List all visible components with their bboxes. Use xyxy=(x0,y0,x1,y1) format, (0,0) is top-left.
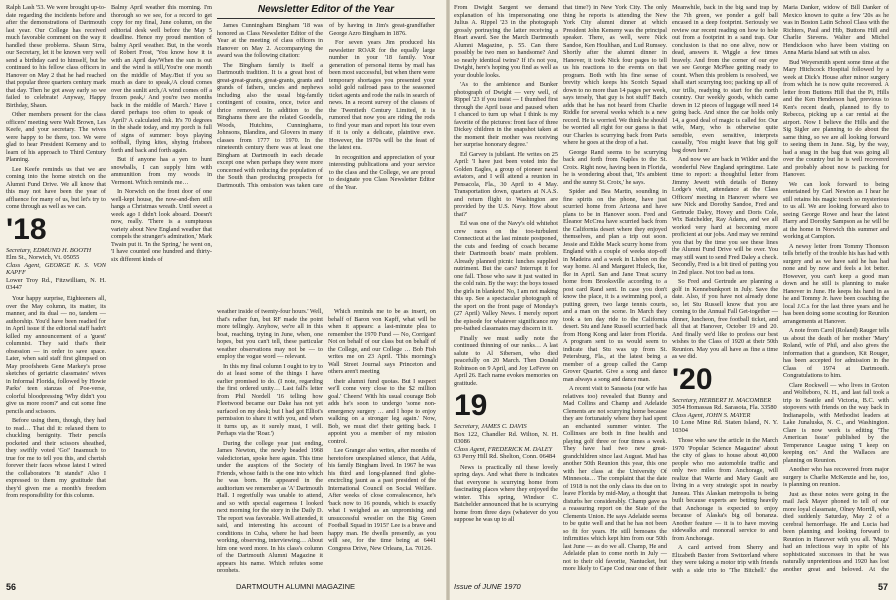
paragraph: A card arrived from Sherry and Elizabeth Baxter from Switzerland where they were taking a motor trip with friends with a side trip to 'The Bitchell,' the xyxy=(672,544,778,572)
secretary-line: Secretary, HERBERT H. MACOMBER xyxy=(672,396,772,404)
secretary-address: Elm St., Norwich, Vt. 05055 xyxy=(6,254,80,262)
left-footer xyxy=(6,580,436,594)
paragraph: A recent visit to Sarasota (our wife has relatives too) revealed that Bunny and Mad Collins and Champ and Adelaide Clements are not scurrying home because they are fortunately where they had spent an enchanted summer winter. The Collinses are both in fine health and playing golf three or four times a week. They have had two new great-grandchildren since last August. Mad has another 50th Reunion this year, this one with her class at the University Of Minnesota… The complaint that the date of 1918 is not the only class its due on to leave Florida by mid-May, a thought that disturbs her considerably. Champ gave us a reassuring report on the State of the Clements Union. He says Adelaide seems to be quite well and that he has not been so fit for years. He still bemoans the infirmities which kept him from our 50th last June — as do we all. Champ, He and Adelaide plan to come north in July — not to their old favorite, Nantucket, but more likely to Cape Cod near one of their xyxy=(563,385,667,572)
paragraph: Other members present for the class officers' meeting were Walt Brown, Les Keefe, and your secretary. The wives were happy to be there, too. We were glad to hear President Kemeny and to learn of his approach to Third Century Planning. xyxy=(6,111,106,163)
left-page-number: 56 xyxy=(6,582,17,592)
paragraph: During the college year just ending, James Newton, the newly beaded 1968 valedictorian, spoke here again. This time under the auspices of the Society of Friends, whose faith is the one into which he was born. He appeared in the auditorium we remember as 'A' Dartmouth Hall. I regretfully was unable to attend, and so with special eagerness I looked next morning for the story in the Daily D. The report was favorable. Well attended, it said, and interesting his account of conditions in Cuba, where he had been working, observing, interviewing… About him one word more. In his class's column of the Dartmouth Alumni Magazine it appears his name. Which refutes some prophets. xyxy=(217,439,323,572)
newsletter-editor-box xyxy=(217,4,435,304)
paragraph: From Dwight Sargent we demand explanation of his impersonating one Julius A. Rippel '23 in the photograph grossly portraying the latter receiving a Heart award. See the March Dartmouth Alumni Magazine, p. 55. Can there possibly be two men so handsome? And so nearly identical twins? If it's not you, Dwight, here's hoping you find as well as your double looks. xyxy=(454,4,558,79)
article-heading: Newsletter Editor of the Year xyxy=(257,4,395,15)
paragraph: Which reminds me to be as insert, on behalf of Baron von Kapff, what will be when it appears: a last-minute plea to remember the 1970 Fund — No, Corrigan! Not on behalf of our class but on behalf of the College, and our College … Bob Fish writes me on 23 April. 'This morning's Wall Street Journal says Princeton and others aren't meeting xyxy=(328,308,436,375)
agent-line: Class Agent, FREDERICK M. DALEY xyxy=(454,445,553,453)
paragraph: Those who saw the article in the March 1970 'Popular Science Magazine' about the city of glass to house about 40,000 people who mo automobile traffic and only two miles from Anchorage, will realize that Warrie and Mary Gault are living in a very strategic spot in nearby Juneau. This Alaskan metropolis is being built because experts are betting heavily that Anchorage is expected to enjoy because of Alaska's big oil bonanza. Another feature — it is to have moving sidewalks and monorail service to and from Anchorage. xyxy=(672,437,778,542)
column-1 xyxy=(6,4,106,572)
paragraph: A newsy letter from Tommy Thomson tells briefly of the trouble his has had with surgery and as we have said he has had none and by now and feels a lot better. However, you can't keep a good man down and he still is planning to make Hanover in June. He keeps his hand in as he and Tommy Jr. have been coaching the local J.C.s for the last three years and he has been doing some scouting for Reunion arrangements at Hanover. xyxy=(783,242,889,325)
secretary-address: 3054 Homassas Rd. Sarasota, Fla. 33580 xyxy=(672,404,777,412)
paragraph: Your happy surprise, Eighteeners all, over the May column, its matter, its manner, and its dual — no, tandem — authorship. You'd have been readied for in April issue if the editorial staff hadn't killed my announcement of a 'guest' columnist. They said that's their obsession — in order to save space. Later, when said staff first glimpsed on May proofsheets Gene Markey's prose sketches of geriatric classmates' wives in Informal Florida, followed by Howie Parks' teen stanzas of Poe-verse, colorful bloodpressing 'Why didn't you give us more room?' and cut some fine pencils and scissors. xyxy=(6,295,106,415)
paragraph: that time?) in New York City. The only thing he reports is attending the New York City alumni dinner at which President John Kemeny was the principal speaker. There, as well, were Nick Sandoe, Ken Houlihan, and Lud Rumsey. Shortly after the alumni dinner in Hanover, it took Nick four pages to tell us his reactions to the events on that program. Both with his fine sense of brevity which keeps his Scotch Squad down to no more than 14 pages per week, says tersely, 'that guy is hot stuff!' Batch adds that he has not heard from Charlie Riddle for several weeks which is a new record. He is worried. We think he should be worried all right for our guess is that our Charles is scurrying back from Paris where he goes at the drop of a hat. xyxy=(563,4,667,146)
paragraph: Lee Keefe reminds us that we are coming into the home stretch on the Alumni Fund Drive. We all know that this may not have been the year of affluence for many of us, but let's try to come through as well as we can. xyxy=(6,165,106,210)
secretary-address: Box 122, Chandler Rd. Wilton, N. H. 03086 xyxy=(454,430,558,446)
class-secretary-block xyxy=(454,423,558,461)
paragraph: Balmy April weather this morning. I'm thorough so we see, for a record to get copy for my final, June column, on the editorial desk well before the May 5 deadline. Hence my proud mention of balmy April weather. But, in the words of Robert Frost, 'You know how it is with an April day/When the sun is out and the wind is still,/You're one month on the middle of May./But if you so much as dare to speak,/A cloud comes over the sunlit arch,/A wind comes off a frozen peak,/ And you're two months back in the middle of March.' Have I dared perhaps too often to speak of April? A calculated risk. It's 70 degrees in the shade today, and my porch is full of signs of summer: boys playing softball, flying kites, shying frisbees forth and back and forth again. xyxy=(111,4,212,154)
paragraph: 'As to the ambience and Bunker photograph of Dwight — very well, of Rippel '23 if you insist — I thumbed first through the April issue and paused when I chanced to turn up what I think is my favorite of the pictures: front face of three Dickey children in the snapshot taken at the moment their mother was receiving her surprise honorary degree.' xyxy=(454,81,558,148)
secretary-line: Secretary, EDMUND H. BOOTH xyxy=(6,246,92,254)
paragraph: George Rand seems to be scurrying back and forth from Naples to the St. Croix. Right now, having been in Florida, he is wondering about that, 'It's ambient and the sunny St. Croix,' he says. xyxy=(563,148,667,186)
paragraph: their alumni fund quotas. But I suspect we'll come very close to the $2 million goal.' Cheers! With his usual courage Bob adds he's soon to undergo 'some non-emergency surgery … and I hope to enjoy walking on a stronger leg again.' Now, Bob, we must die! their getting back. I appoint you a member of my mission control. xyxy=(328,377,436,445)
right-page xyxy=(450,0,896,600)
paragraph: Finally we must sadly note the continued thinning of our ranks… A last salute to Al Sibersen, who died peacefully on 20 March. Then Donald Robinson on 9 April, and Joy LeFevre on April 26. Each name evokes memories on gratitude. xyxy=(454,334,558,387)
agent-address: Lower Troy Rd., Fitzwilliam, N. H. 03447 xyxy=(6,276,106,292)
column-4-lower xyxy=(328,308,436,572)
paragraph: Maria Danker, widow of Bill Danker of Mexico known to quite a few '20s as he was in Boston Latin School Class with the Richters, Paul and Hib, Buttons Hill and Charlie Stevens. Walter and Michel Hendickson who have been visiting on Anna Maria Island sat with us also. xyxy=(783,4,889,56)
paragraph: But if anyone has a yen to hunt snowballs, I can supply him with ammunition from my woods in Vermont. Which reminds me… xyxy=(111,156,212,186)
column-6 xyxy=(563,4,667,572)
paragraph: Ralph Lash '53. We were brought up-to-date regarding the incidents before and after the demonstrations of Dartmouth last year. Our College has received much favorable comment on the way it handled these problems. Shaun Sirra, our Secretary, let it be known very well send a birthday card to himself, but he continued to his fellow class officers in Hanover on May 2 that he had reached that popular three quarters century mark that day. Then he got away early so we failed to celebrate! Anyway, Happy Birthday, Shaun. xyxy=(6,4,106,109)
paragraph: And now we are back in Wilder and the wonderful New England springtime. Late time to report: a thoughtful letter from Jimmy Jewett with details of Bunny Lodge's visit, attendance at the Class Officers' meeting in Hanover where we saw Nick and Dorothy Sandoe, Fred and Gertrude Daley, Hovey and Doris Cole, Wix Batchelder, Ray Adams, and we all worked very hard at becoming more proficient at our jobs. And may we remind you that by the time you see these lines the Alumni Fund Drive will be over. You may still want to send Fred Daley a check. Secondly, Fred is a bit tired of putting you in 2nd place. Not too bad as tons. xyxy=(672,156,778,276)
paragraph: So Fred and Gertrude are planning a golf in Kennebunkport in July. Save the date. Also, if you have not already done so, let Stu Russell know that you are coming to the Annual Fall Get-together — dinner, luncheon, free football ticket, and all that at Hanover, October 19 and 20. And finally we'd like to profess our best wishes to the Class of 1920 at their 50th Reunion. May you all have as fine a time as we did. xyxy=(672,278,778,360)
paragraph: We can look forward to being entertained by Carl Newton as I hear he still retains his magic touch so mysterious to us all. We are looking forward also to seeing George Rowe and hear the latest Harry and Dorothy Sampson as he will be at the home in Norwich this summer and working at Campion. xyxy=(783,180,889,240)
paragraph: In recognition and appreciation of your interesting publications and your service to the class and the College, we are proud to designate you Class Newsletter Editor of the Year. xyxy=(329,153,435,191)
paragraph: Meanwhile, back in the big sand trap by the 7th green, we ponder a golf ball encased in a deep footprint. Seriously we review our recent reading on how to hole out from a footprint in a sand trap. Our conclusion is that no one alive, now or dead, answers it. Wiggle a few times bravely. And from the corner of our eye we see George McPhee getting ready to count. When this problem is resolved, we shall start scurrying too; packing up all of our trills, readying to start for the north country. Our weekly goods, which came down in 12 pieces of luggage will need 14 going back. And since the car holds only 14, a good deal of magic is called for. Our wife, Mary, who is otherwise quite sensible, even sensitive, interprets casually, 'You might leave that big golf bag down here.' xyxy=(672,4,778,154)
paragraph: News is practically nil these lovely spring days. And what there is indicates that everyone is scurrying home from fascinating places where they enjoyed the winter. This spring, Windsor C. Batchelder announced that he is scurrying home from three days (whatever do you suppose he was up to all xyxy=(454,463,558,524)
class-numeral-1919: 19 xyxy=(454,389,488,422)
agent-address: 63 Perry Hill Rd. Shelton, Conn. 06484 xyxy=(454,453,556,461)
paragraph: Lee Granger also writes, after months of heretofore unexplained silence, that Adda, his family Bingham lived. In 1967 he was his third and long-planned find globe-encircling jaunt as a past president of the International Council on Social Welfare. After weeks of close convalescence, he's 'back now to 16 pounds, which is exactly what I weighed as an unpromising and unsuccessful wrestler on the Big Green Football Squad in 1915!' Lee is a brave and happy man. He dwells presently, as you will see, for the time being at 6441 Congress Drive, New Orleans, La. 70126. xyxy=(328,447,436,552)
paragraph: The Bingham family is itself a Dartmouth tradition. It is a great host of great-great-grants, great-grants, grants and grands of fathers, uncles and nephews including also the usual big-family contingent of cousins, once, twice and thrice removed. In addition to the Binghams there are the related Goodells, Woods, Hutchins, Cunninghams, Johnsons, Blandins, and Glovers in many classes from 1777 to 1970. In the nineteenth century there was at least one Bingham at Dartmouth in each decade except one when perhaps they were more concerned with reducing the population of the South than producing prospects for Dartmouth. This omission was taken care of by having in Jim's great-grandfather George Azro Bingham in 1876. xyxy=(217,22,435,189)
right-page-number: 57 xyxy=(877,582,888,592)
class-numeral-1918: '18 xyxy=(6,212,47,246)
paragraph: Ed was one of the Navy's old whitehot crew races on the too-turbulent Connecticut at the last minute postponed, the cuts and feeding of coach became their Dartmouth boats' main problem. Already planned picnic lunches supplied nutriment. But the cars? Interrupt it for one fall. Those who saw it just waited in the cold rain. By the way: the boys tossed the girls in blankets! No, I am not making this up. See a spectacular photograph of the sport on the front page of Monday's (27 April) Valley News. I merely report the episode for whatever significance my pre-bathed classmates may discern in it. xyxy=(454,220,558,332)
paragraph: For seven years Jim produced his newsletter ROAR for the equally large number in your '18 family. Your generation of personal items by mail has been most successful, but when there were temporary shortages you presented your solid gold railroad pass to the seasoned ticket agents and rode the rails in search of news. In a recent survey of the classes of the Twentieth Century Limited, it is rumored that now you are riding the rods to find your man and report his tour even if it is only a delicate, plaintive ewe. However, the 1970s will be the feast of the latest era. xyxy=(329,39,435,151)
heading-rule xyxy=(217,18,435,19)
column-5 xyxy=(454,4,558,572)
paragraph: Clare Rockwell — who lives in Groton and Wolfeboro, N. H., and last fall took a trip to Seattle and Victoria, B.C. with stopovers with friends on the way back in Indianapolis, with Methodist leaders at Lake Junaluska, N. C., and Washington. Clare is now work is editing 'The American Issue' published by the Temperance League using 'I keep on keeping on.' And the Wallaces are planning on Reunion. xyxy=(783,381,889,464)
column-2 xyxy=(111,4,212,572)
column-3-lower xyxy=(217,308,323,572)
paragraph: Spider and Bea Martin, sounding in fine spirits on the phone, have just scurried home from Arizona and have plans to be in Hanover soon. Fred and Eleanor McCrea have scurried back from the California desert where they enjoyed themselves, and plan a trip out soon. Jessie and Eddie Mack scurry home from England with a couple of weeks stop-off in Madeira and a week in Lisbon on the way home. Al and Margaret Huleck, Ike, Ike in April. San and Jane Treat scurry home from Brooksville according to a post card Rand sent. In case you don't know the place, it is a swimming pool, a putting green, two large tennis courts, and a man on the scene. In March they took a ten day ride to the California desert. Stu and Jane Russell scurried back from Hong Kong and later from Florida. A program sent to us would seem to indicate that Stu was up from St. Petersburg, Fla., at the latest being a member of a group called the Camp Grover Quartet. Give a song and dance man always a song and dance man. xyxy=(563,188,667,383)
column-7 xyxy=(672,4,778,572)
class-secretary-block xyxy=(672,397,778,435)
editor-article-body xyxy=(217,22,435,191)
class-secretary-block xyxy=(6,247,106,293)
paragraph: Ed Garvey is jubilant. He writes on 25 April: 'I have just been voted into the Golden Eagles, a group of pioneer naval aviators, and I will attend a reunion in Pensacola, Fla., 30 April to 4 May. Transportation down, quarters at N.A.S. and return flight to Washington are provided by the U.S. Navy. How about that?' xyxy=(454,150,558,218)
agent-line: Class Agent, GEORGE K. S. VON KAPFF xyxy=(6,261,106,277)
class-numeral-1920: '20 xyxy=(672,362,713,396)
agent-line: Class Agent, JOHN S. MAYER xyxy=(672,411,751,419)
secretary-line: Secretary, JAMES C. DAVIS xyxy=(454,423,527,430)
paragraph: In this my final column I ought to try to do at least some of the things I have earlier promised to do. (I note, regarding the first ordered unity… Last fall's letter from Phil Nordell '16 telling how Fleetwood became our Dake has not yet surfaced on my desk; but I had got Elliot's permission to share it with you, and when it turns up, as it surely must, I will. Perhaps via the 'Roar.') xyxy=(217,362,323,437)
paragraph: A note from Carol (Roland) Rauger tells us about the death of her mother 'Mary' Roland, wife of Phil, and also gives the information that a grandson, Kit Rouger, has been accepted for admission in the Class of 1974 at Dartmouth. Congratulations to him. xyxy=(783,327,889,379)
paragraph: James Cunningham Bingham '18 was honored as Class Newsletter Editor of the Year at the meeting of class officers in Hanover on May 2. Accompanying the award was the following citation: xyxy=(217,22,323,59)
agent-address: 10 Lone Mine Rd. Staten Island, N. Y. 10304 xyxy=(672,419,778,434)
paragraph: Before using them, though, they had to read… That did it: relaxed them to chuckling benignity. Their pencils pocketed and their scissors sheathed, they swiftly voted 'Go!' Inasmuch to true for me to tell you this, and cherish forever their faces whose latest I wired the collaborators 'It stands!' Also I expressed to them my gratitude that they'd given me a month's freedom from responsibility for this column. xyxy=(6,417,106,500)
column-8 xyxy=(783,4,889,572)
left-page xyxy=(0,0,446,600)
paragraph: Another who has recovered from major surgery is Charlie McKenzie and he, too, is planning on reunion. xyxy=(783,466,889,488)
issue-line: Issue of JUNE 1970 xyxy=(454,582,521,591)
paragraph: In Norwich on the front door of one well-kept house, the now-and-then still hangs a Christmas wreath. Until sweet a week ago I didn't look aboard. Doesn't now, really. 'There is a sumptuous variety about New England weather that compels the stranger's admiration,' Mark Twain put it. 'In the Spring,' he went on, 'I have counted one hundred and thirty-six different kinds of xyxy=(111,188,212,263)
magazine-title: DARTMOUTH ALUMNI MAGAZINE xyxy=(236,582,356,591)
right-footer xyxy=(454,580,890,594)
paragraph: Bud Weyersmith spent some time at the Mary Hitchcock Hospital followed by a week at Dick's House after minor surgery from which he is now quite recovered. A letter from Buttons Hill that the Pi, Hills and the Ken Henderson had, previous to Ken's recent death, planned to fly to Rebecca, picking up a car rental at the airport. Now I believe the Hills and the Sig Sigler are planning to do about the same thing, so we are all looking forward to seeing them in June. Sig, by the way, had a snag in the bag that was going all over the country but he is well recovered and probably about now is packing for Hanover. xyxy=(783,58,889,178)
paragraph: Just as these notes were going in the mail Jack Mayer phoned to tell of our more loyal classmate, Olney Morrill, who died suddenly Saturday, May 2 of a cerebral hemorrhage. He and Lucia had been planning and looking forward to Reunion in Hanover with you all. 'Mugs' had an infectious way in spite of his sophisticated successes in that he was naturally unpretentious and 1920 has lost another great and beloved. At the xyxy=(783,490,889,572)
paragraph: weather inside of twenty-four hours.' Well, that's rather fun, but RF made the point more tellingly. Anyhow, we're all in this boat, reaching, trying in June, when, one hopes, but you can't tell, these particular weather observations may not be — to employ the vogue word — relevant. xyxy=(217,308,323,360)
